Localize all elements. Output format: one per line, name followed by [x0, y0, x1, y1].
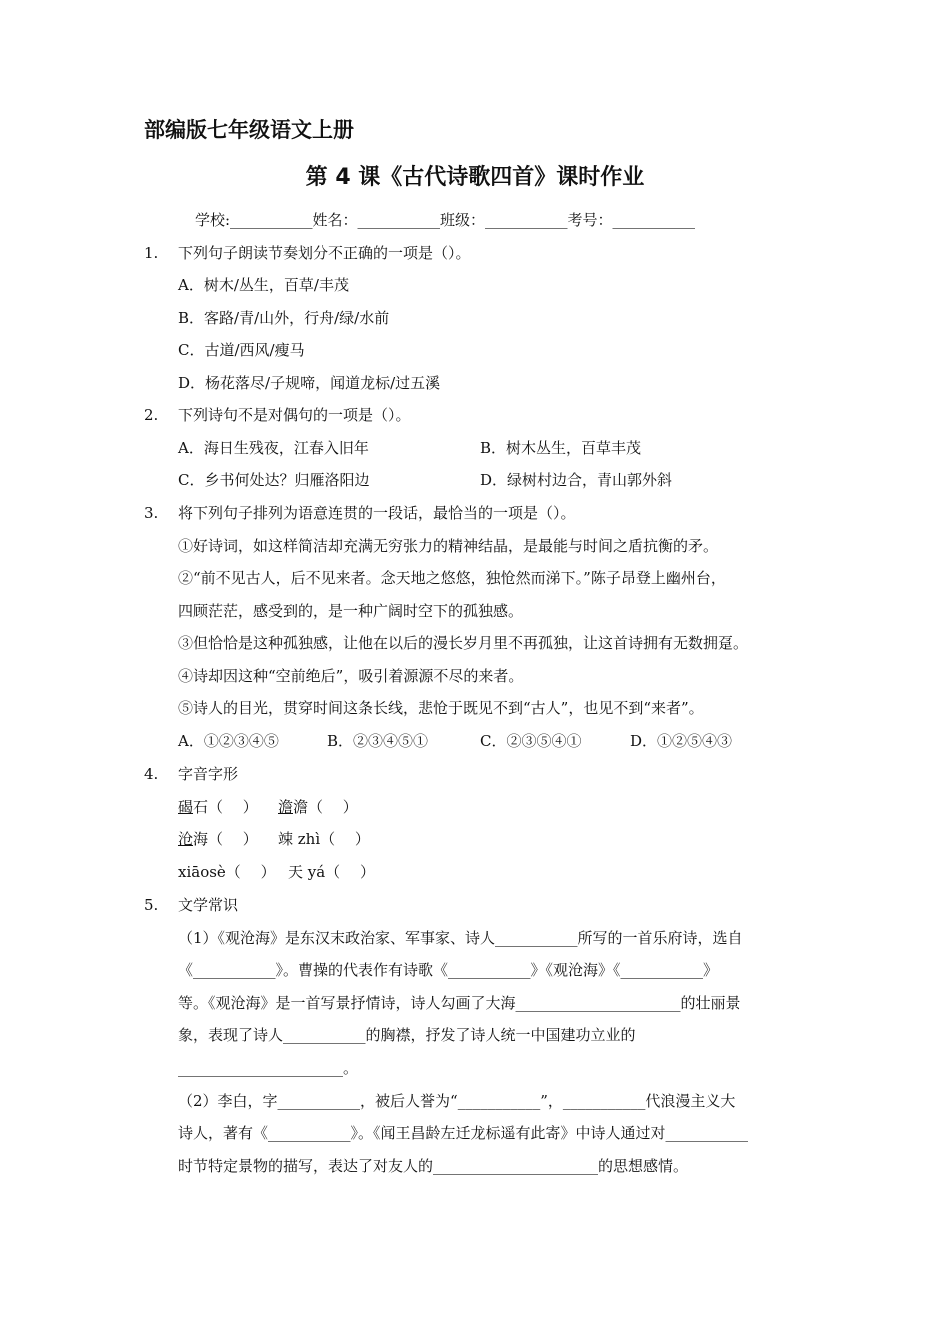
underlined-char: 沧 [178, 830, 194, 848]
sentence-1: ①好诗词，如这样简洁却充满无穷张力的精神结晶，是最能与时间之盾抗衡的矛。 [178, 537, 719, 555]
part-1-line-5: ______________________。 [178, 1059, 359, 1077]
option-b: B．客路/青/山外，行舟/绿/水前 [178, 309, 390, 327]
sentence-3: ③但恰恰是这种孤独感，让他在以后的漫长岁月里不再孤独，让这首诗拥有无数拥趸。 [178, 634, 749, 652]
word-item-5: xiāosè（ ） [178, 863, 276, 881]
word-item-3 [178, 829, 258, 849]
option-a: A．海日生残夜，江春入旧年 [178, 439, 369, 457]
part-1-line-2: 《___________》。曹操的代表作有诗歌《___________》《观沧海》《___________》 [178, 961, 719, 979]
book-title: 部编版七年级语文上册 [144, 118, 354, 142]
student-info-line: 学校:___________姓名：___________班级：___________考号：___________ [195, 211, 696, 229]
sentence-2-line-2: 四顾茫茫，感受到的，是一种广阔时空下的孤独感。 [178, 602, 524, 620]
sentence-5: ⑤诗人的目光，贯穿时间这条长线，悲怆于既见不到“古人”，也见不到“来者”。 [178, 699, 704, 717]
part-2-line-3: 时节特定景物的描写，表达了对友人的______________________的思想感情。 [178, 1157, 689, 1175]
option-c: C．古道/西风/瘦马 [178, 341, 305, 359]
part-1-line-3: 等。《观沧海》是一首写景抒情诗，诗人勾画了大海______________________的壮丽景 [178, 994, 741, 1012]
option-d: D．杨花落尽/子规啼，闻道龙标/过五溪 [178, 374, 441, 392]
sentence-4: ④诗却因这种“空前绝后”，吸引着源源不尽的来者。 [178, 667, 524, 685]
option-b: B．②③④⑤① [327, 732, 429, 750]
question-stem: 将下列句子排列为语意连贯的一段话，最恰当的一项是（）。 [178, 504, 576, 522]
question-stem: 文学常识 [178, 896, 239, 914]
question-number: 4. [144, 765, 159, 783]
option-c: C．乡书何处达？归雁洛阳边 [178, 471, 370, 489]
option-d: D．①②⑤④③ [630, 732, 733, 750]
question-number: 2. [144, 406, 159, 424]
underlined-char: 碣 [178, 798, 194, 816]
question-stem: 字音字形 [178, 765, 239, 783]
part-1-line-4: 象，表现了诗人___________的胸襟，抒发了诗人统一中国建功立业的 [178, 1026, 636, 1044]
part-2-line-1: （2）李白，字___________，被后人誉为“___________”，___________代浪漫主义大 [178, 1092, 736, 1110]
part-1-line-1: （1）《观沧海》是东汉末政治家、军事家、诗人___________所写的一首乐府诗，选自 [178, 929, 743, 947]
word-item-rest: 澹（ ） [293, 798, 358, 816]
question-number: 3. [144, 504, 159, 522]
option-c: C．②③⑤④① [480, 732, 582, 750]
underlined-char: 澹 [278, 798, 294, 816]
question-number: 1. [144, 244, 159, 262]
option-d: D．绿树村边合，青山郭外斜 [480, 471, 673, 489]
word-item-rest: 海（ ） [193, 830, 258, 848]
option-a: A．树木/丛生，百草/丰茂 [178, 276, 349, 294]
part-2-line-2: 诗人，著有《___________》。《闻王昌龄左迁龙标遥有此寄》中诗人通过对___________ [178, 1124, 749, 1142]
lesson-title: 第 4 课《古代诗歌四首》课时作业 [305, 165, 645, 190]
option-b: B．树木丛生，百草丰茂 [480, 439, 642, 457]
word-item-1 [178, 797, 258, 817]
word-item-6: 天 yá（ ） [288, 863, 375, 881]
option-a: A．①②③④⑤ [178, 732, 279, 750]
question-stem: 下列诗句不是对偶句的一项是（）。 [178, 406, 411, 424]
word-item-4: 竦 zhì（ ） [278, 830, 370, 848]
word-item-rest: 石（ ） [193, 798, 258, 816]
word-item-2 [278, 797, 358, 817]
question-number: 5. [144, 896, 159, 914]
question-stem: 下列句子朗读节奏划分不正确的一项是（）。 [178, 244, 471, 262]
sentence-2-line-1: ②“前不见古人，后不见来者。念天地之悠悠，独怆然而涕下。”陈子昂登上幽州台， [178, 569, 726, 587]
